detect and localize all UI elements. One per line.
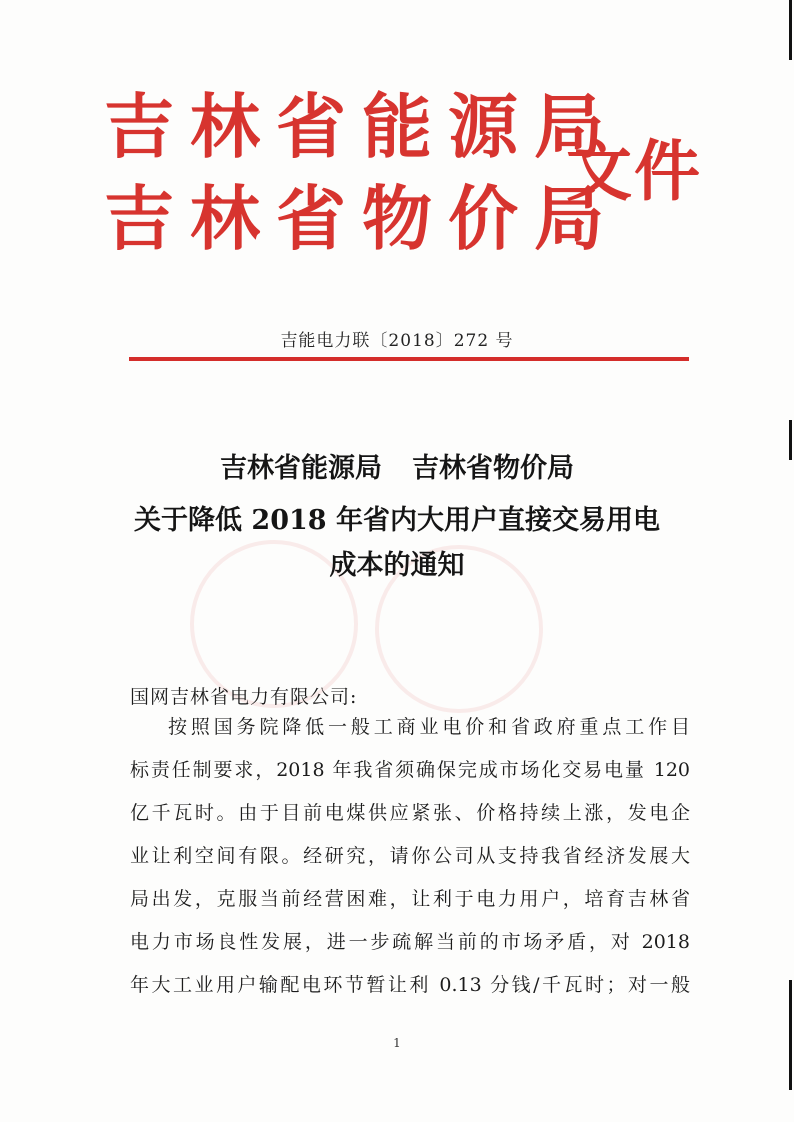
body-line: 业让利空间有限。经研究，请你公司从支持我省经济发展大 bbox=[130, 845, 690, 867]
salutation: 国网吉林省电力有限公司: bbox=[130, 686, 358, 708]
issuer-line-price-bureau: 吉林省物价局 bbox=[104, 177, 620, 260]
body-line: 按照国务院降低一般工商业电价和省政府重点工作目 bbox=[168, 716, 690, 738]
title-issuer-2: 吉林省物价局 bbox=[412, 453, 574, 484]
title-line-1 bbox=[0, 455, 794, 482]
body-line: 标责任制要求，2018 年我省须确保完成市场化交易电量 120 bbox=[130, 759, 690, 781]
page-number: 1 bbox=[393, 1036, 401, 1050]
title-line-3: 成本的通知 bbox=[329, 550, 465, 581]
document-type-label: 文件 bbox=[566, 132, 702, 210]
red-divider-line bbox=[129, 357, 689, 361]
title-line-2: 关于降低 2018 年省内大用户直接交易用电 bbox=[134, 505, 660, 536]
scan-edge-mark bbox=[789, 420, 792, 460]
scan-edge-mark bbox=[789, 980, 792, 1090]
scan-edge-mark bbox=[789, 0, 792, 60]
body-line: 亿千瓦时。由于目前电煤供应紧张、价格持续上涨，发电企 bbox=[130, 802, 690, 824]
body-line: 局出发，克服当前经营困难，让利于电力用户，培育吉林省 bbox=[130, 888, 690, 910]
body-line: 电力市场良性发展，进一步疏解当前的市场矛盾，对 2018 bbox=[130, 931, 690, 953]
title-issuer-1: 吉林省能源局 bbox=[220, 453, 382, 484]
issuer-line-energy-bureau: 吉林省能源局 bbox=[104, 85, 620, 168]
document-number: 吉能电力联〔2018〕272 号 bbox=[280, 331, 514, 351]
body-line: 年大工业用户输配电环节暂让利 0.13 分钱/千瓦时；对一般 bbox=[130, 974, 690, 996]
